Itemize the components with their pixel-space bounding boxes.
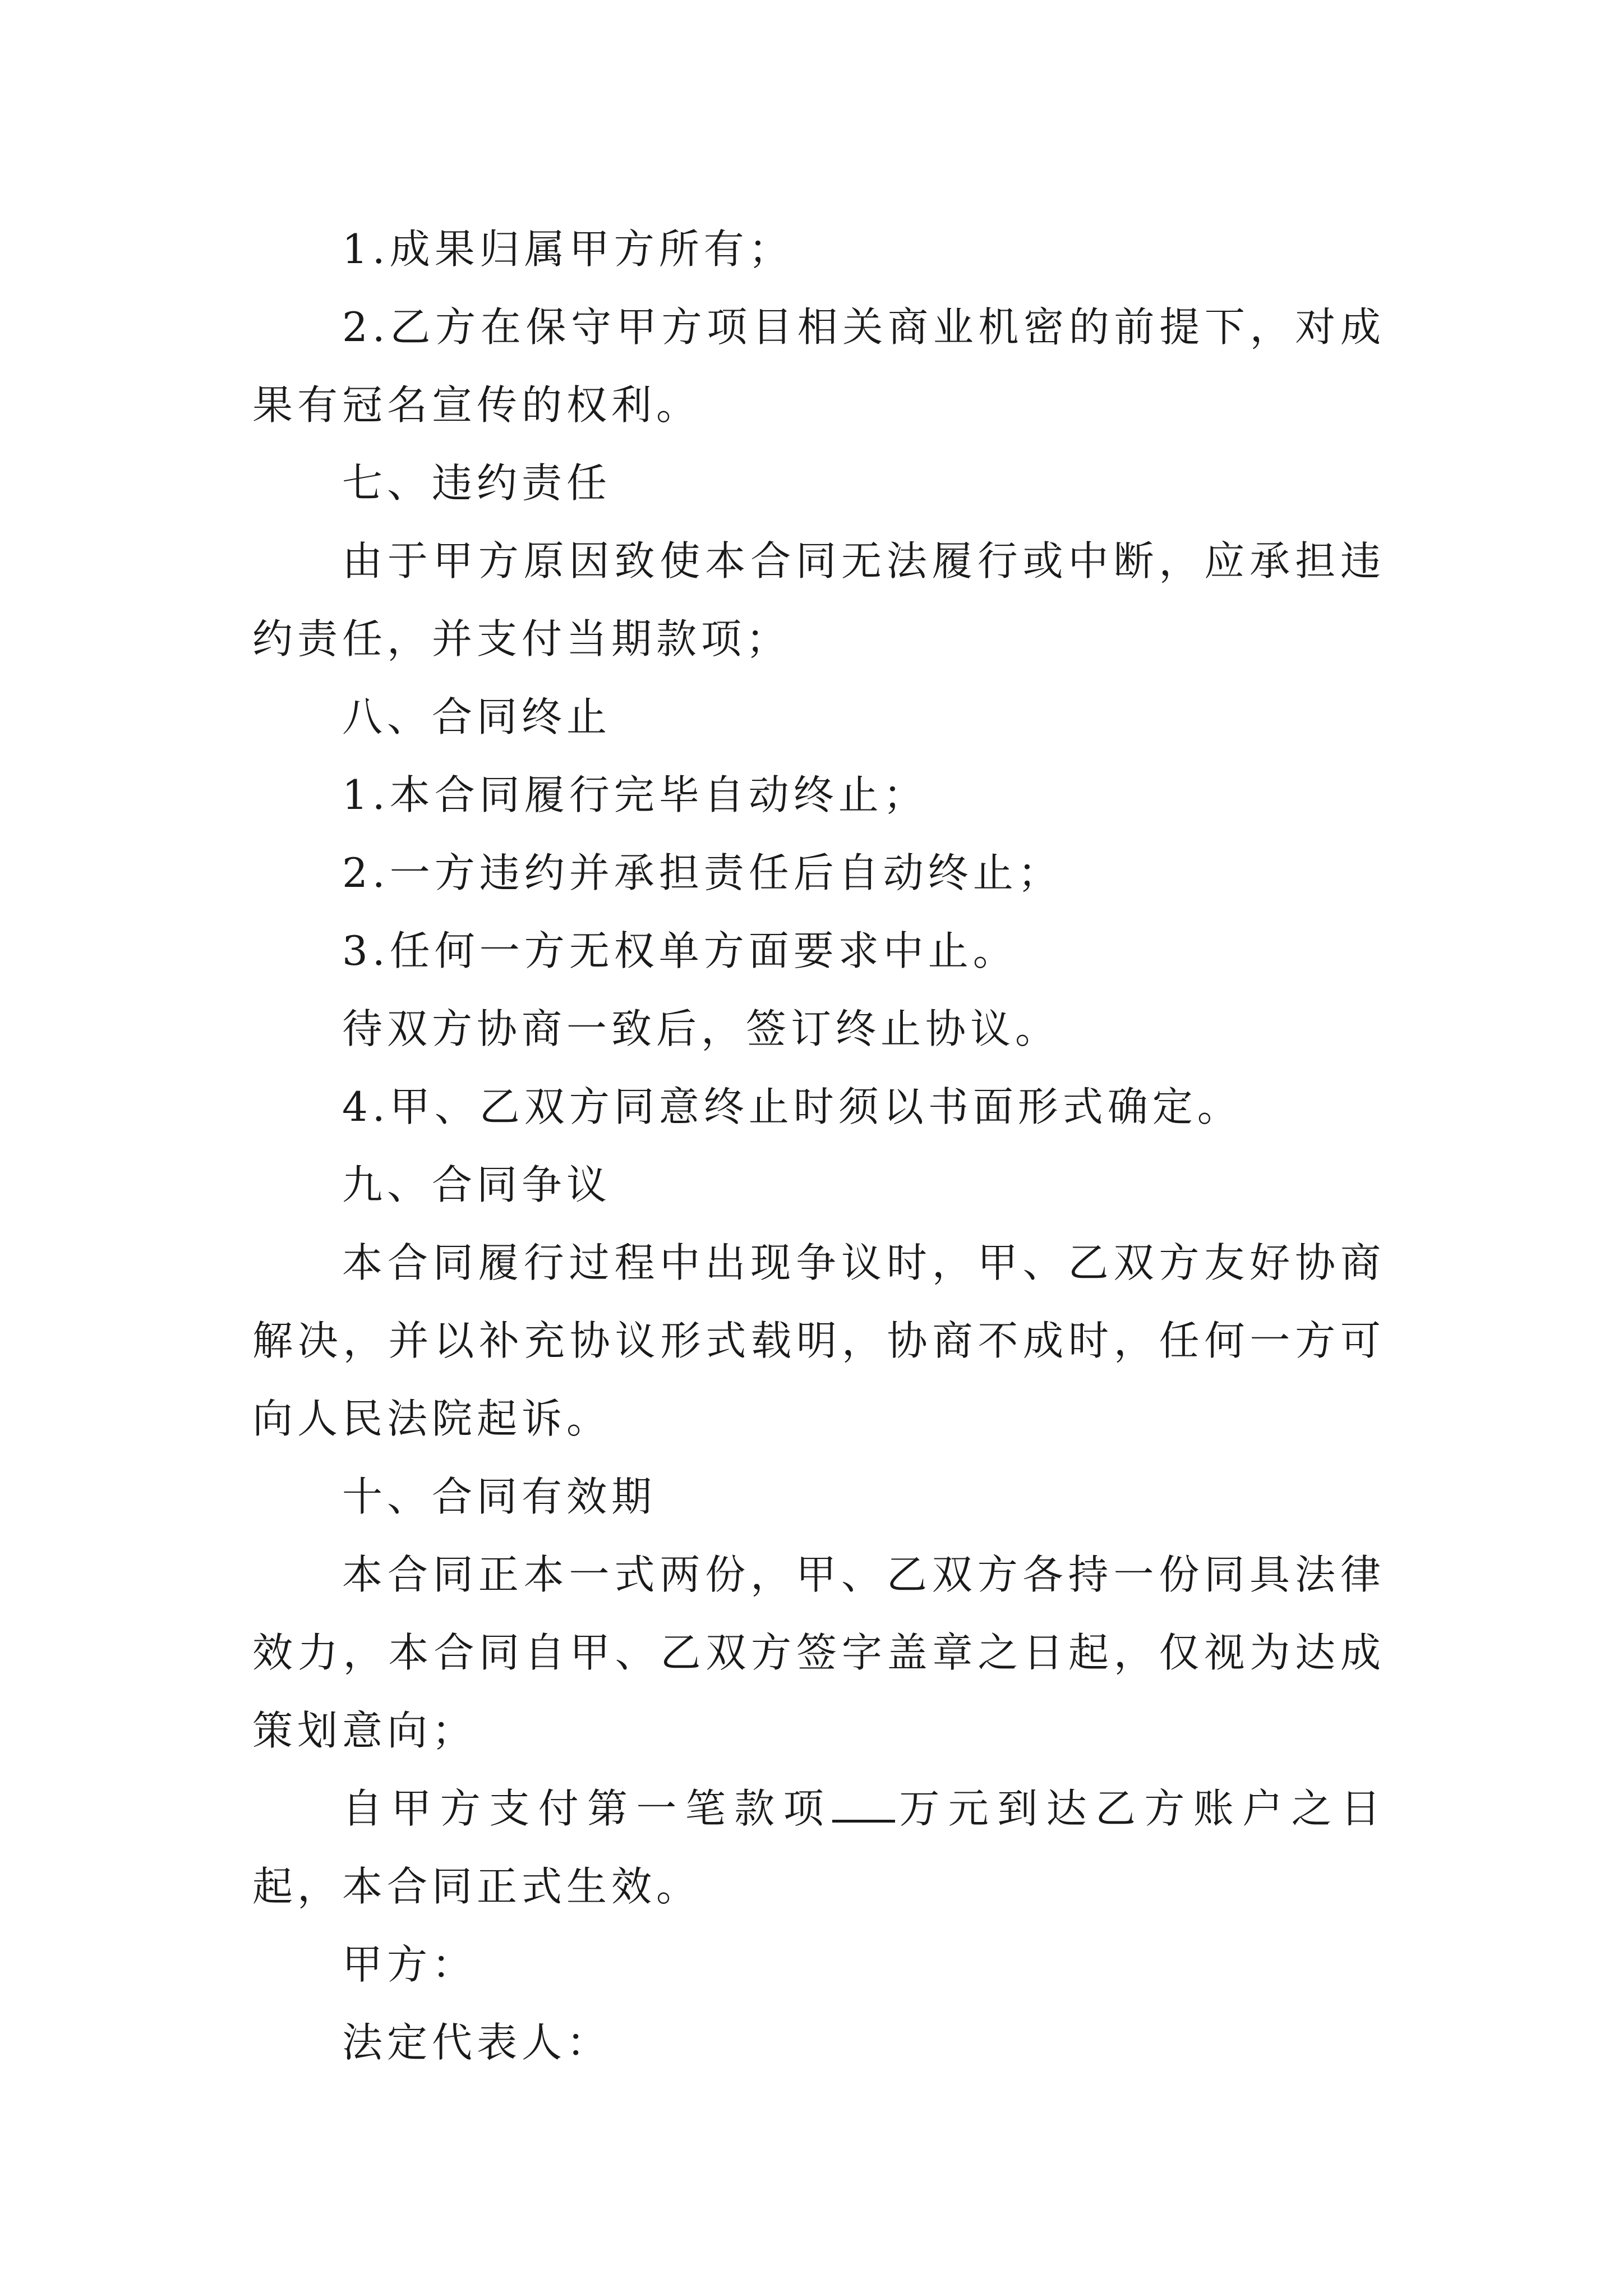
party-a-label: 甲方： (342, 1941, 477, 1988)
clause-termination-1: 1.本合同履行完毕自动终止； (342, 771, 928, 818)
clause-termination-3: 3.任何一方无权单方面要求中止。 (342, 927, 1018, 974)
clause-termination-agreement: 待双方协商一致后，签订终止协议。 (342, 1005, 1061, 1052)
section-heading-validity: 十、合同有效期 (342, 1473, 657, 1520)
clause-termination-2: 2.一方违约并承担责任后自动终止； (342, 849, 1063, 896)
effective-clause-start: 自甲方支付第一笔款项 (342, 1785, 832, 1832)
legal-representative-label: 法定代表人： (342, 2019, 612, 2066)
section-heading-dispute: 九、合同争议 (342, 1161, 612, 1208)
clause-result-ownership: 1.成果归属甲方所有； (342, 226, 794, 273)
clause-naming-rights: 2.乙方在保守甲方项目相关商业机密的前提下，对成果有冠名宣传的权利。 (252, 303, 1385, 429)
clause-dispute-resolution: 本合同履行过程中出现争议时，甲、乙双方友好协商解决，并以补充协议形式载明，协商不成时，任何一方可向人民法院起诉。 (252, 1239, 1385, 1442)
clause-effective-date (252, 1770, 1385, 1926)
clause-breach-liability: 由于甲方原因致使本合同无法履行或中断，应承担违约责任，并支付当期款项； (252, 537, 1385, 662)
amount-blank-field (832, 1784, 895, 1823)
section-heading-breach: 七、违约责任 (342, 459, 612, 507)
clause-termination-4: 4.甲、乙双方同意终止时须以书面形式确定。 (342, 1083, 1242, 1130)
section-heading-termination: 八、合同终止 (342, 693, 612, 740)
clause-copies-validity: 本合同正本一式两份，甲、乙双方各持一份同具法律效力，本合同自甲、乙双方签字盖章之日起，仅视为达成策划意向； (252, 1551, 1385, 1754)
contract-body (252, 210, 1385, 2082)
effective-clause-end: 万元到达乙方账户之日起，本合同正式生效。 (252, 1785, 1385, 1910)
